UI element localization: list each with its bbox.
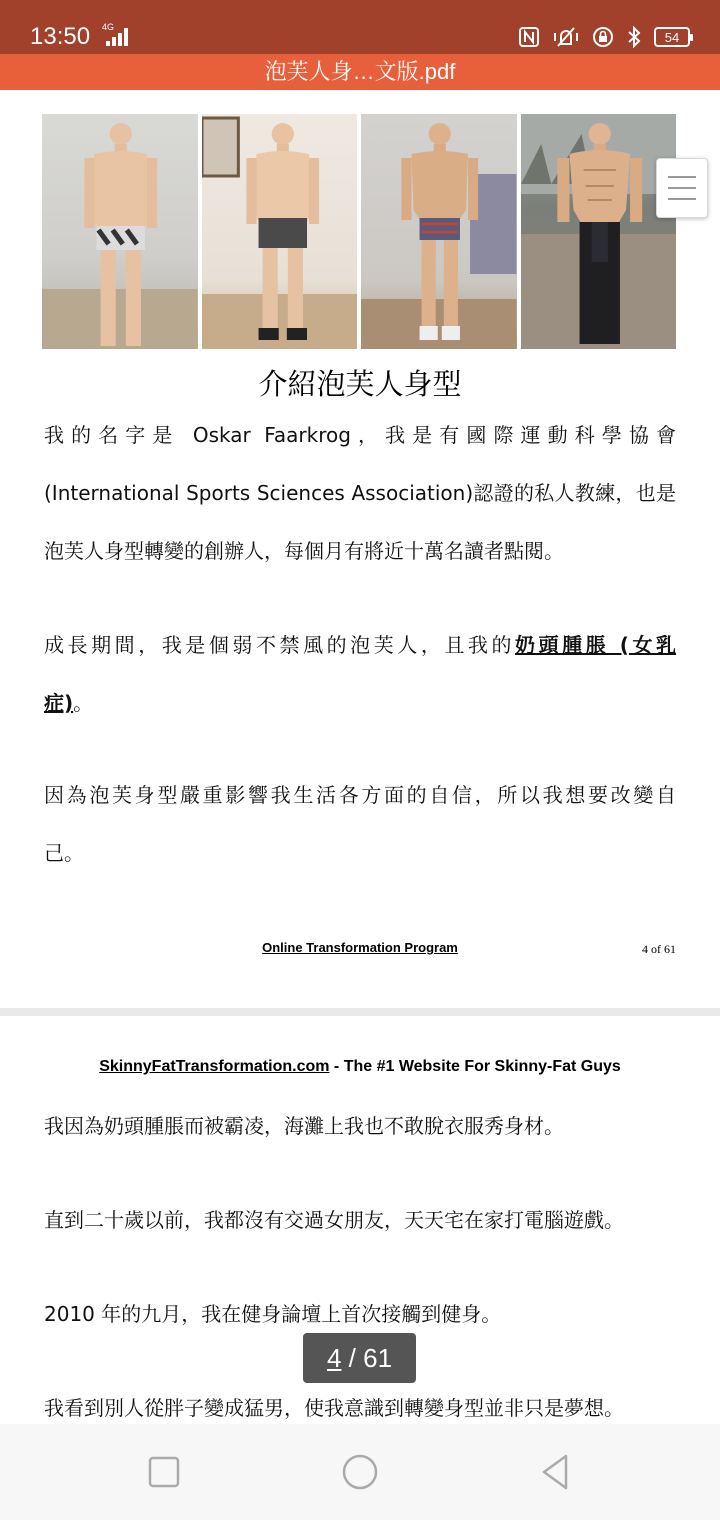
network-type: 4G <box>102 22 115 32</box>
paragraph-confidence <box>44 766 676 882</box>
paragraph-line: 因為泡芙身型嚴重影響我生活各方面的自信，所以我想要改變自 <box>44 783 676 807</box>
paragraph-line: 我的名字是 Oskar Faarkrog，我是有國際運動科學協會 <box>44 423 676 447</box>
status-time: 13:50 <box>30 23 91 50</box>
page-indicator[interactable] <box>303 1333 416 1383</box>
photo-after <box>521 114 677 349</box>
section-heading: 介紹泡芙人身型 <box>258 367 462 401</box>
document-title[interactable]: 泡芙人身…文版.pdf <box>0 54 720 90</box>
paragraph-line: 己。 <box>44 841 84 865</box>
photo-before-1 <box>42 114 198 349</box>
battery-icon <box>654 27 690 47</box>
paragraph-line: 泡芙人身型轉變的創辦人，每個月有將近十萬名讀者點閱。 <box>44 539 564 563</box>
status-bar <box>0 0 720 54</box>
system-nav-bar <box>0 1424 720 1520</box>
paragraph-line: 2010 年的九月，我在健身論壇上首次接觸到健身。 <box>44 1302 502 1326</box>
triangle-back-icon[interactable] <box>536 1452 576 1492</box>
nfc-icon <box>518 26 540 48</box>
paragraph-text: 。 <box>73 691 94 715</box>
gynecomastia-link-cont[interactable]: 症) <box>44 691 74 715</box>
circle-icon[interactable] <box>340 1452 380 1492</box>
pdf-page-4[interactable] <box>0 90 720 1008</box>
gynecomastia-link[interactable]: 奶頭腫脹 (女乳 <box>515 633 676 657</box>
page-header <box>0 1058 720 1076</box>
photo-progress <box>361 114 517 349</box>
website-link[interactable]: SkinnyFatTransformation.com <box>99 1058 330 1075</box>
lock-rotation-icon <box>592 26 614 48</box>
paragraph-text: 成長期間，我是個弱不禁風的泡芙人，且我的 <box>44 633 516 657</box>
footer-page-number: 4 of 61 <box>642 942 676 956</box>
page-separator: / <box>341 1343 364 1373</box>
total-pages: 61 <box>363 1343 393 1373</box>
paragraph-line: (International Sports Sciences Association)認證的私人教練，也是 <box>44 481 676 505</box>
vibrate-mute-icon <box>552 26 580 48</box>
paragraph-intro <box>44 406 676 580</box>
square-icon[interactable] <box>144 1452 184 1492</box>
paragraph-line: 我看到別人從胖子變成猛男，使我意識到轉變身型並非只是夢想。 <box>44 1396 624 1420</box>
photo-before-2 <box>202 114 358 349</box>
transformation-photos <box>42 114 676 349</box>
paragraph-growing-up <box>44 616 676 732</box>
hamburger-icon <box>668 176 696 178</box>
signal-icon <box>106 28 128 46</box>
bluetooth-icon <box>626 26 642 48</box>
status-icons <box>518 22 690 52</box>
current-page: 4 <box>326 1343 342 1373</box>
menu-button[interactable] <box>656 158 708 218</box>
paragraph-line: 直到二十歲以前，我都沒有交過女朋友，天天宅在家打電腦遊戲。 <box>44 1208 624 1232</box>
header-tagline: - The #1 Website For Skinny-Fat Guys <box>329 1058 621 1075</box>
battery-level: 54 <box>664 29 680 45</box>
paragraph-line: 我因為奶頭腫脹而被霸凌，海灘上我也不敢脫衣服秀身材。 <box>44 1114 564 1138</box>
footer-program-link[interactable]: Online Transformation Program <box>262 940 458 955</box>
